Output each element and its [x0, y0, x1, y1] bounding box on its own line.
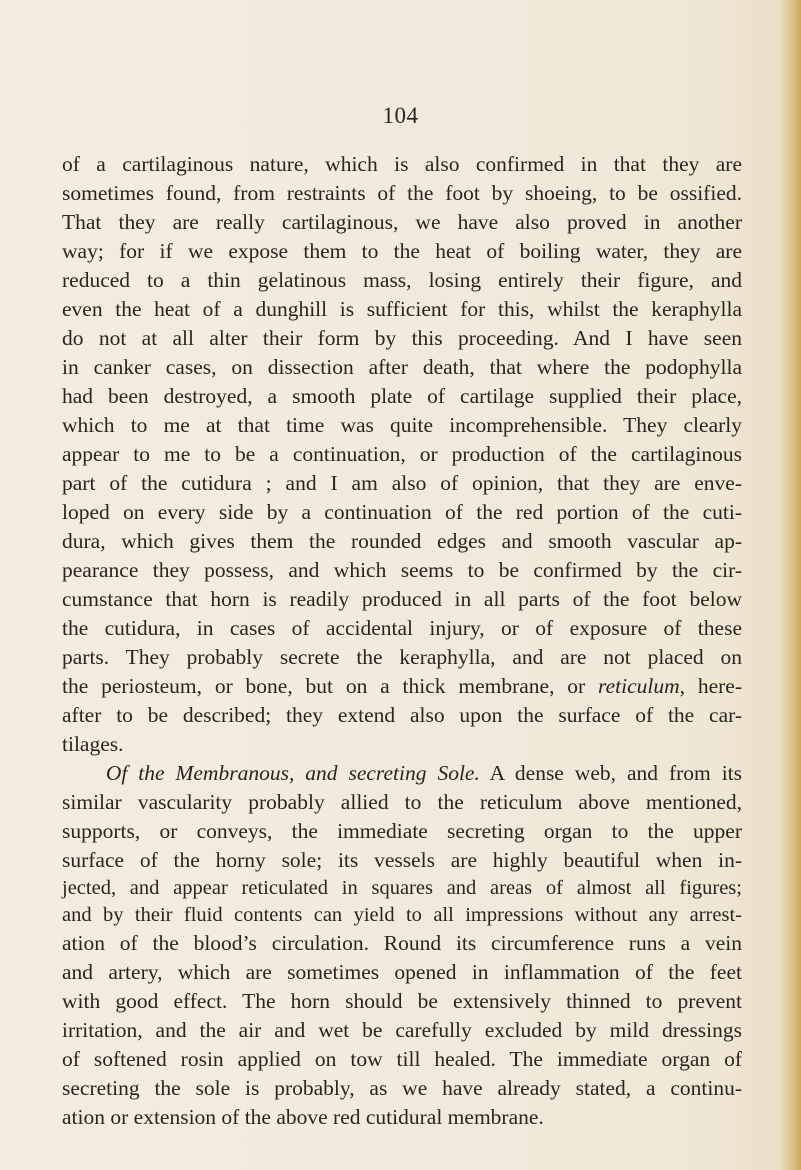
text-line: ation of the blood’s circulation. Round its circumference runs a vein [62, 931, 742, 955]
text-line: part of the cutidura ; and I am also of opinion, that they are enve- [62, 471, 742, 495]
text-line: even the heat of a dunghill is sufficient for this, whilst the keraphylla [62, 297, 742, 321]
text-line: appear to me to be a continuation, or production of the cartilaginous [62, 442, 742, 466]
text-line: of softened rosin applied on tow till healed. The immediate organ of [62, 1047, 742, 1071]
text-line: sometimes found, from restraints of the foot by shoeing, to be ossified. [62, 181, 742, 205]
text-line: parts. They probably secrete the keraphylla, and are not placed on [62, 645, 742, 669]
text-line: secreting the sole is probably, as we have already stated, a continu- [62, 1076, 742, 1100]
paragraph-heading-line [62, 759, 742, 788]
text-line: jected, and appear reticulated in squares and areas of almost all figures; [62, 877, 742, 899]
italic-term-reticulum: reticulum [598, 674, 680, 698]
text-line: irritation, and the air and wet be carefully excluded by mild dressings [62, 1018, 742, 1042]
text-line: with good effect. The horn should be extensively thinned to prevent [62, 989, 742, 1013]
text-line: after to be described; they extend also upon the surface of the car- [62, 703, 742, 727]
text-segment: , here- [679, 674, 742, 698]
text-line: do not at all alter their form by this proceeding. And I have seen [62, 326, 742, 350]
text-line: ation or extension of the above red cutidural membrane. [62, 1105, 544, 1129]
text-line: had been destroyed, a smooth plate of cartilage supplied their place, [62, 384, 742, 408]
text-line: the cutidura, in cases of accidental injury, or of exposure of these [62, 616, 742, 640]
text-line: which to me at that time was quite incomprehensible. They clearly [62, 413, 742, 437]
text-line: tilages. [62, 732, 124, 756]
text-segment: the periosteum, or bone, but on a thick membrane, or [62, 674, 599, 698]
text-line: loped on every side by a continuation of the red portion of the cuti- [62, 500, 742, 524]
text-line: similar vascularity probably allied to the reticulum above mentioned, [62, 790, 742, 814]
text-line: pearance they possess, and which seems to be confirmed by the cir- [62, 558, 742, 582]
text-line: and artery, which are sometimes opened in inflammation of the feet [62, 960, 742, 984]
text-line: way; for if we expose them to the heat of boiling water, they are [62, 239, 742, 263]
text-line: supports, or conveys, the immediate secreting organ to the upper [62, 819, 742, 843]
text-line: and by their fluid contents can yield to all impressions without any arrest- [62, 904, 742, 926]
text-segment: A dense web, and from its [479, 761, 743, 785]
page-number: 104 [382, 103, 419, 128]
section-heading: Of the Membranous, and secreting Sole. [105, 761, 480, 785]
text-line: surface of the horny sole; its vessels are highly beautiful when in- [62, 848, 742, 872]
text-line: That they are really cartilaginous, we have also proved in another [62, 210, 742, 234]
text-line: in canker cases, on dissection after death, that where the podophylla [62, 355, 742, 379]
text-line: cumstance that horn is readily produced in all parts of the foot below [62, 587, 742, 611]
text-line: reduced to a thin gelatinous mass, losing entirely their figure, and [62, 268, 742, 292]
body-text [62, 150, 742, 1132]
text-line-with-italic [62, 672, 742, 701]
page-edge-shading [779, 0, 801, 1170]
text-line: dura, which gives them the rounded edges and smooth vascular ap- [62, 529, 742, 553]
text-line: of a cartilaginous nature, which is also confirmed in that they are [62, 152, 742, 176]
